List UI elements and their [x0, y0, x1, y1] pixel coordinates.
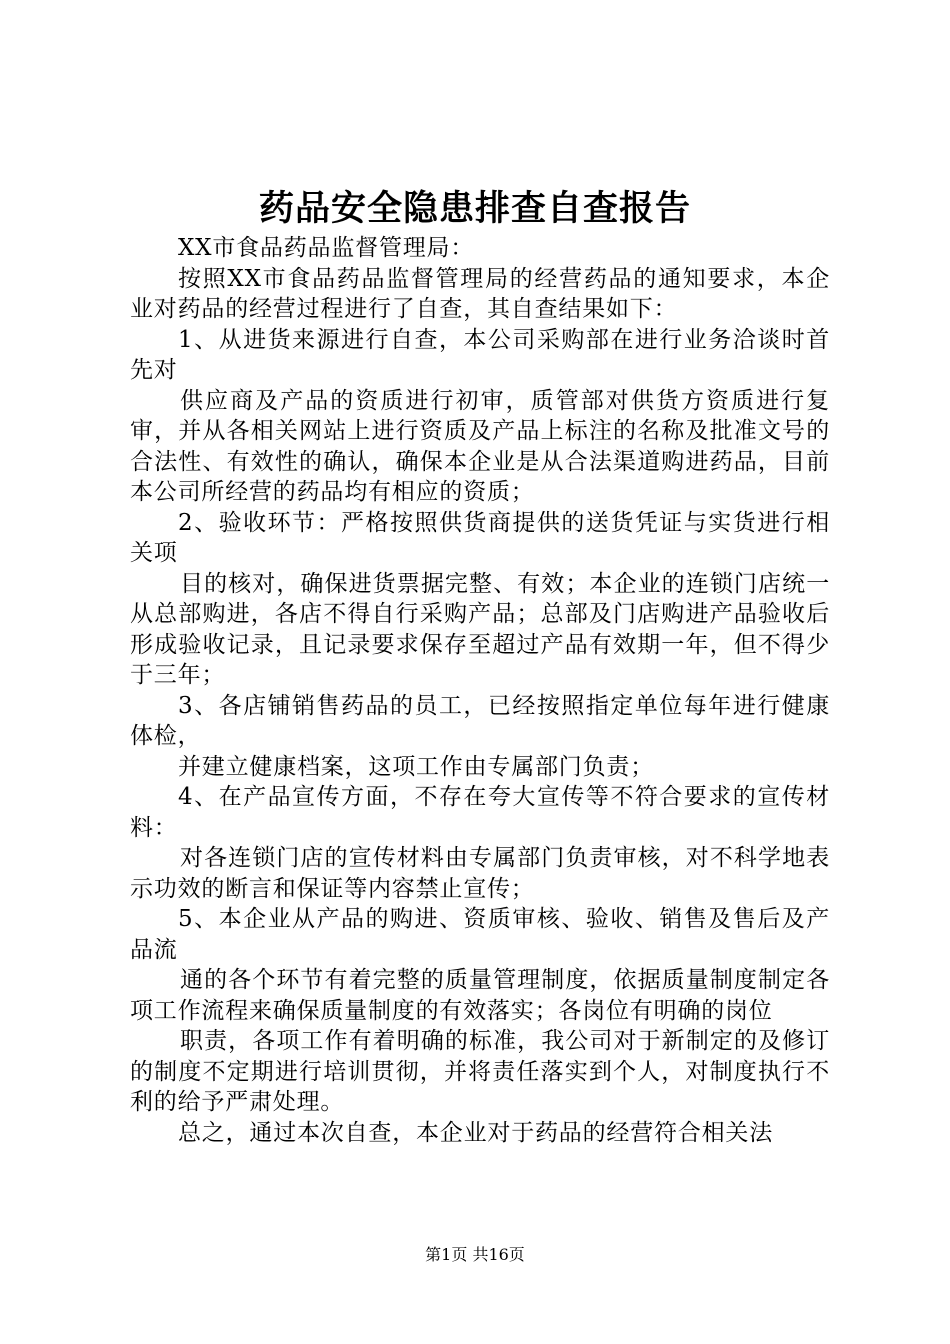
item5-heading-paragraph: 5、本企业从产品的购进、资质审核、验收、销售及售后及产品流 — [130, 906, 830, 963]
salutation-paragraph: XX市食品药品监督管理局： — [178, 235, 475, 261]
item5-body-continued-paragraph: 职责，各项工作有着明确的标准，我公司对于新制定的及修订的制度不定期进行培训贯彻，并将责任落实到个人，对制度执行不利的给予严肃处理。 — [130, 1028, 830, 1115]
item3-body-paragraph: 并建立健康档案，这项工作由专属部门负责； — [178, 753, 654, 780]
document-title: 药品安全隐患排查自查报告 — [258, 188, 691, 229]
item1-body-paragraph: 供应商及产品的资质进行初审，质管部对供货方资质进行复审，并从各相关网站上进行资质及产品上标注的名称及批准文号的合法性、有效性的确认，确保本企业是从合法渠道购进药品，目前本公司所经营的药品均有相应的资质； — [130, 387, 830, 505]
item3-heading-paragraph: 3、各店铺销售药品的员工，已经按照指定单位每年进行健康体检， — [130, 692, 830, 749]
page-footer: 第1页 共16页 — [425, 1245, 525, 1264]
item2-body-paragraph: 目的核对，确保进货票据完整、有效；本企业的连锁门店统一从总部购进，各店不得自行采购产品；总部及门店购进产品验收后形成验收记录，且记录要求保存至超过产品有效期一年，但不得少于三年； — [130, 570, 830, 688]
conclusion-paragraph: 总之，通过本次自查，本企业对于药品的经营符合相关法 — [178, 1119, 773, 1146]
document-body — [130, 233, 830, 1148]
intro-paragraph: 按照XX市食品药品监督管理局的经营药品的通知要求，本企业对药品的经营过程进行了自查，其自查结果如下： — [130, 265, 830, 322]
item2-heading-paragraph: 2、验收环节：严格按照供货商提供的送货凭证与实货进行相关项 — [130, 509, 830, 566]
item4-body-paragraph: 对各连锁门店的宣传材料由专属部门负责审核，对不科学地表示功效的断言和保证等内容禁止宣传； — [130, 845, 830, 902]
item4-heading-paragraph: 4、在产品宣传方面，不存在夸大宣传等不符合要求的宣传材料： — [130, 784, 830, 841]
item1-heading-paragraph: 1、从进货来源进行自查，本公司采购部在进行业务洽谈时首先对 — [130, 326, 830, 383]
item5-body-paragraph: 通的各个环节有着完整的质量管理制度，依据质量制度制定各项工作流程来确保质量制度的有效落实；各岗位有明确的岗位 — [130, 967, 830, 1024]
